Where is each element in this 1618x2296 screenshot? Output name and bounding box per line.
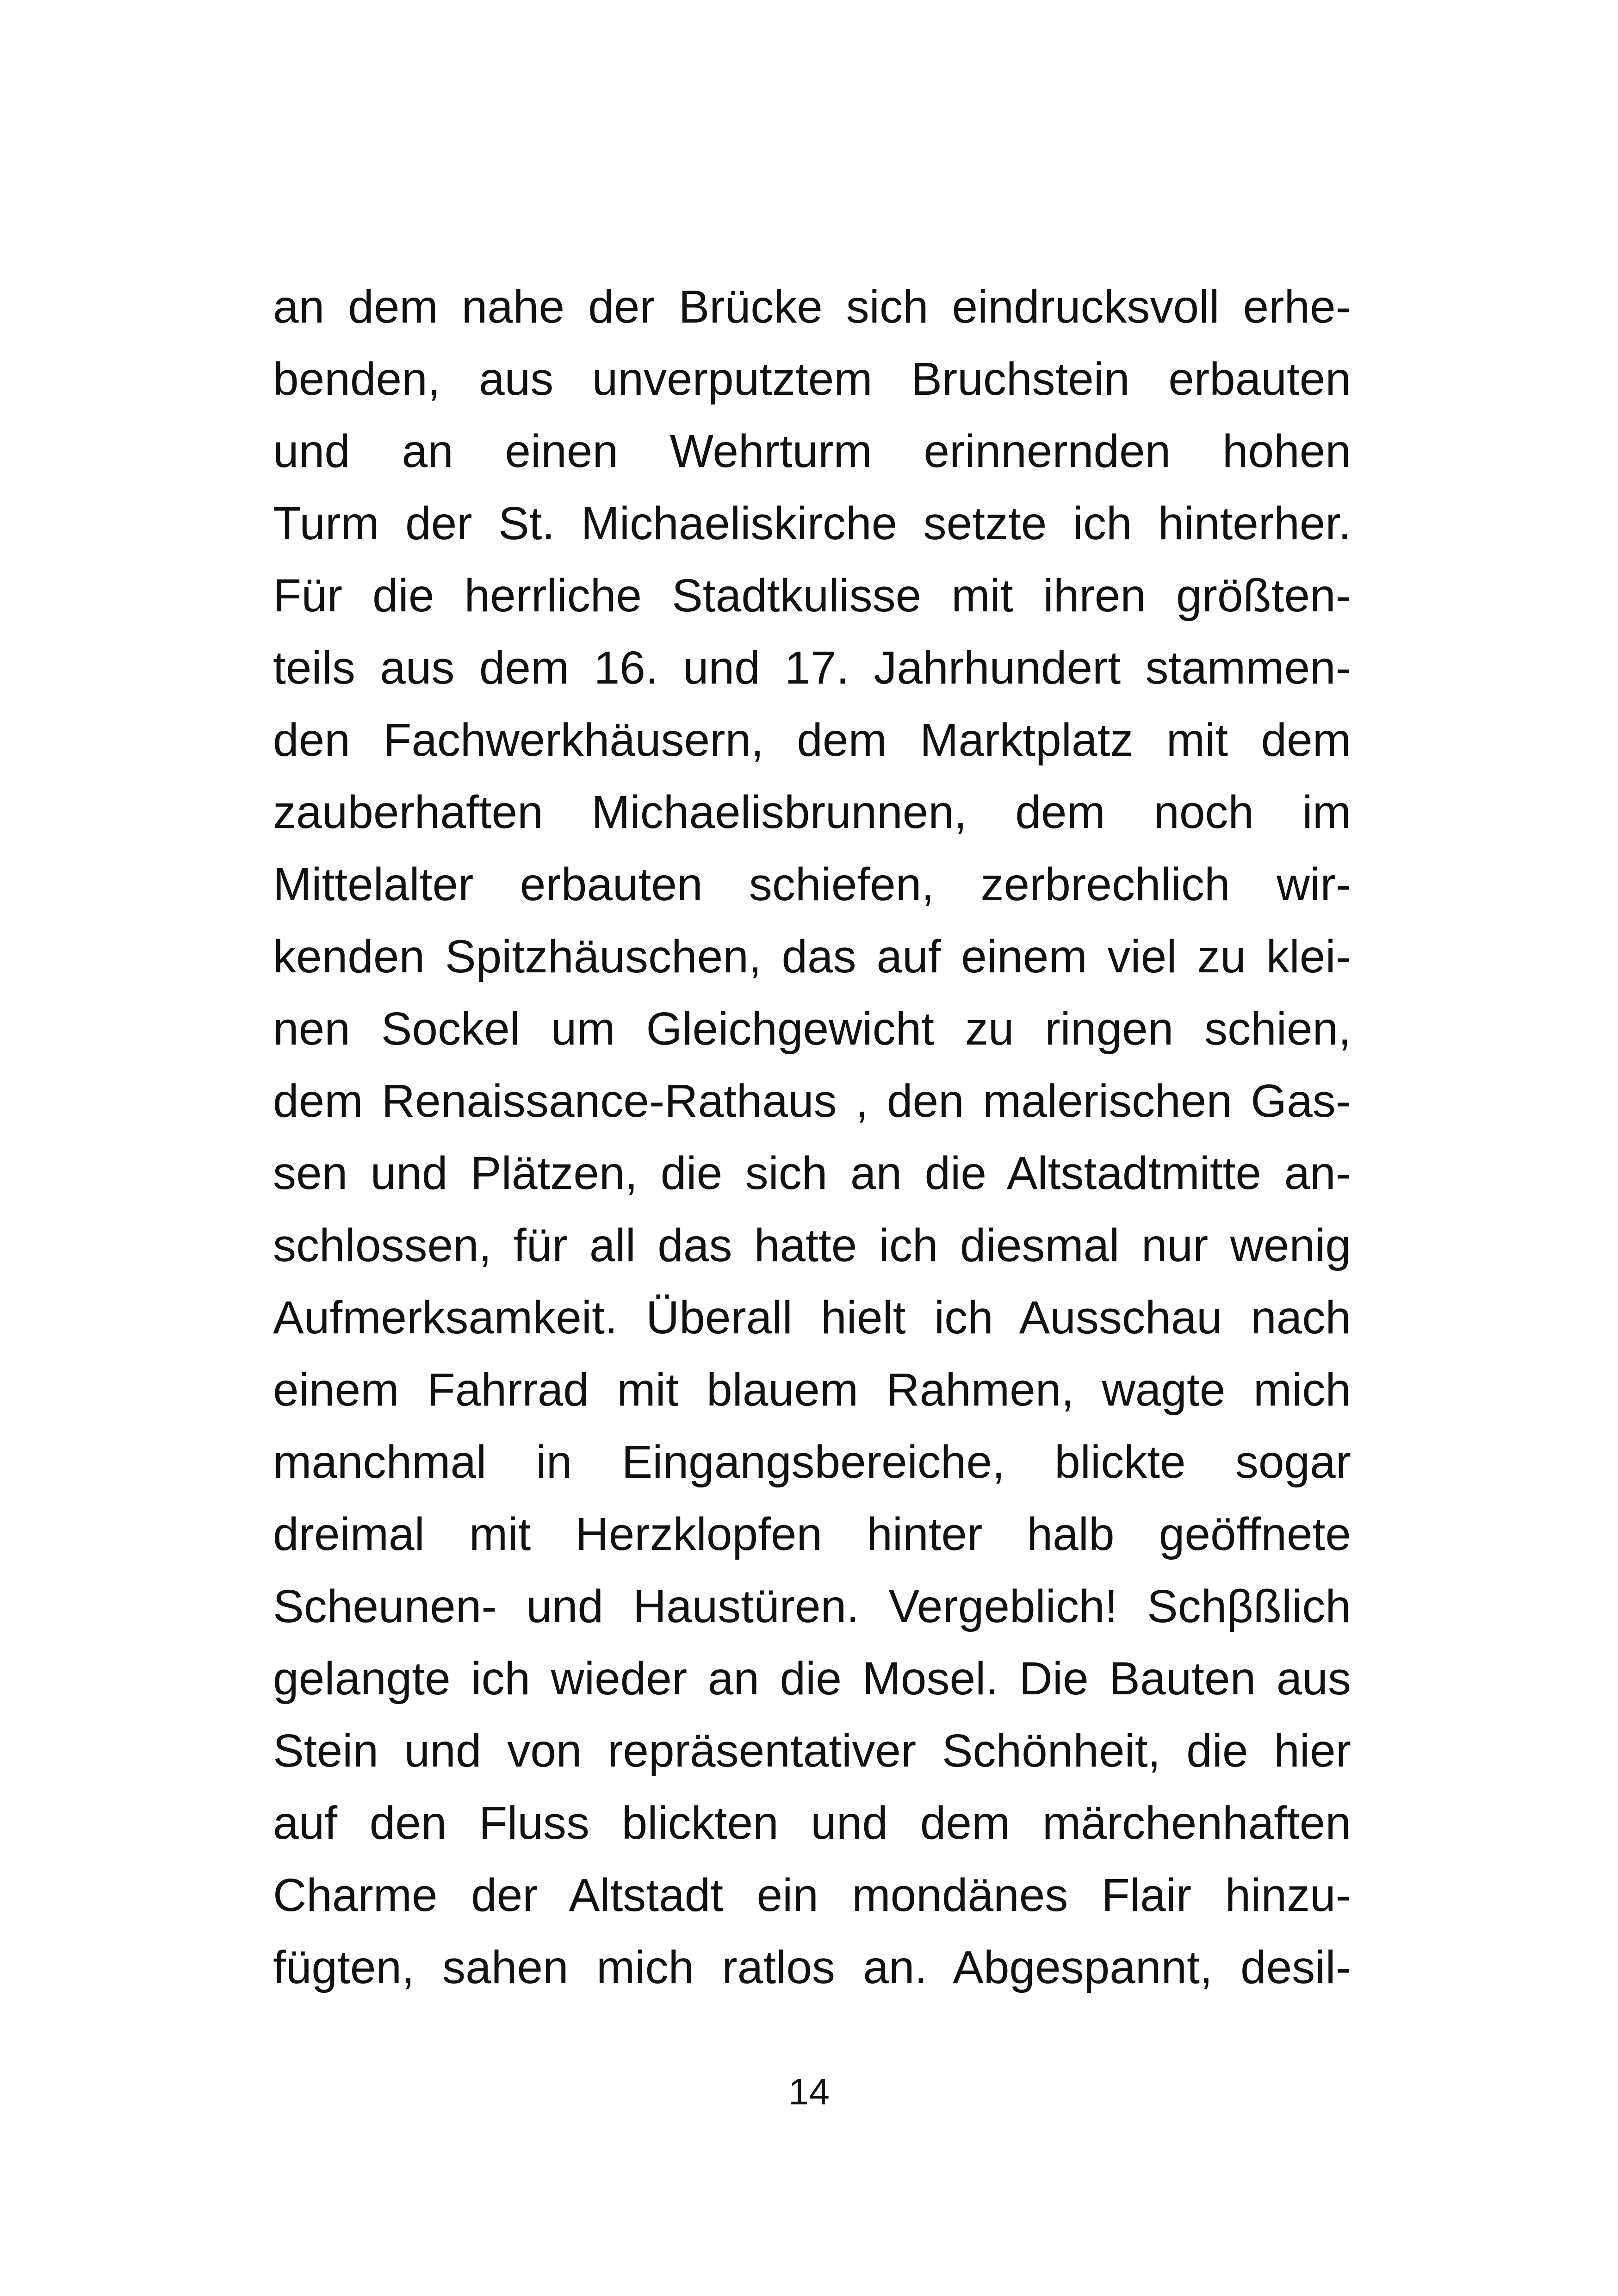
text-line: an dem nahe der Brücke sich eindrucksvoll erhe- — [273, 281, 1351, 333]
text-line: Aufmerksamkeit. Überall hielt ich Ausschau nach — [273, 1292, 1351, 1344]
text-line: Charme der Altstadt ein mondänes Flair hinzu- — [273, 1869, 1351, 1921]
text-line: Für die herrliche Stadtkulisse mit ihren größten- — [273, 570, 1351, 622]
text-line: und an einen Wehrturm erinnernden hohen — [273, 425, 1351, 477]
page-number: 14 — [788, 2071, 830, 2112]
text-line: Mittelalter erbauten schiefen, zerbrechlich wir- — [273, 859, 1351, 910]
text-line: zauberhaften Michaelisbrunnen, dem noch im — [273, 786, 1351, 838]
body-text — [273, 271, 1351, 2004]
text-line: Stein und von repräsentativer Schönheit, die hier — [273, 1725, 1351, 1777]
text-line: gelangte ich wieder an die Mosel. Die Bauten aus — [273, 1653, 1351, 1705]
text-line: fügten, sahen mich ratlos an. Abgespannt, desil- — [273, 1941, 1351, 1993]
text-line: sen und Plätzen, die sich an die Altstadtmitte an- — [273, 1147, 1351, 1199]
text-line: dreimal mit Herzklopfen hinter halb geöffnete — [273, 1508, 1351, 1560]
text-line: kenden Spitzhäuschen, das auf einem viel zu klei- — [273, 931, 1351, 983]
text-line: einem Fahrrad mit blauem Rahmen, wagte mich — [273, 1364, 1351, 1416]
text-line: manchmal in Eingangsbereiche, blickte sogar — [273, 1436, 1351, 1488]
text-line: den Fachwerkhäusern, dem Marktplatz mit dem — [273, 714, 1351, 766]
text-line: teils aus dem 16. und 17. Jahrhundert stammen- — [273, 642, 1351, 694]
text-line: auf den Fluss blickten und dem märchenhaften — [273, 1797, 1351, 1849]
text-line: dem Renaissance-Rathaus , den malerischen Gas- — [273, 1075, 1351, 1127]
text-line: Turm der St. Michaeliskirche setzte ich hinterher. — [273, 498, 1351, 549]
text-line: nen Sockel um Gleichgewicht zu ringen schien, — [273, 1003, 1351, 1055]
text-line: schlossen, für all das hatte ich diesmal nur wenig — [273, 1220, 1351, 1271]
text-line: benden, aus unverputztem Bruchstein erbauten — [273, 353, 1351, 405]
text-line: Scheunen- und Haustüren. Vergeblich! Schβßlich — [273, 1580, 1351, 1632]
